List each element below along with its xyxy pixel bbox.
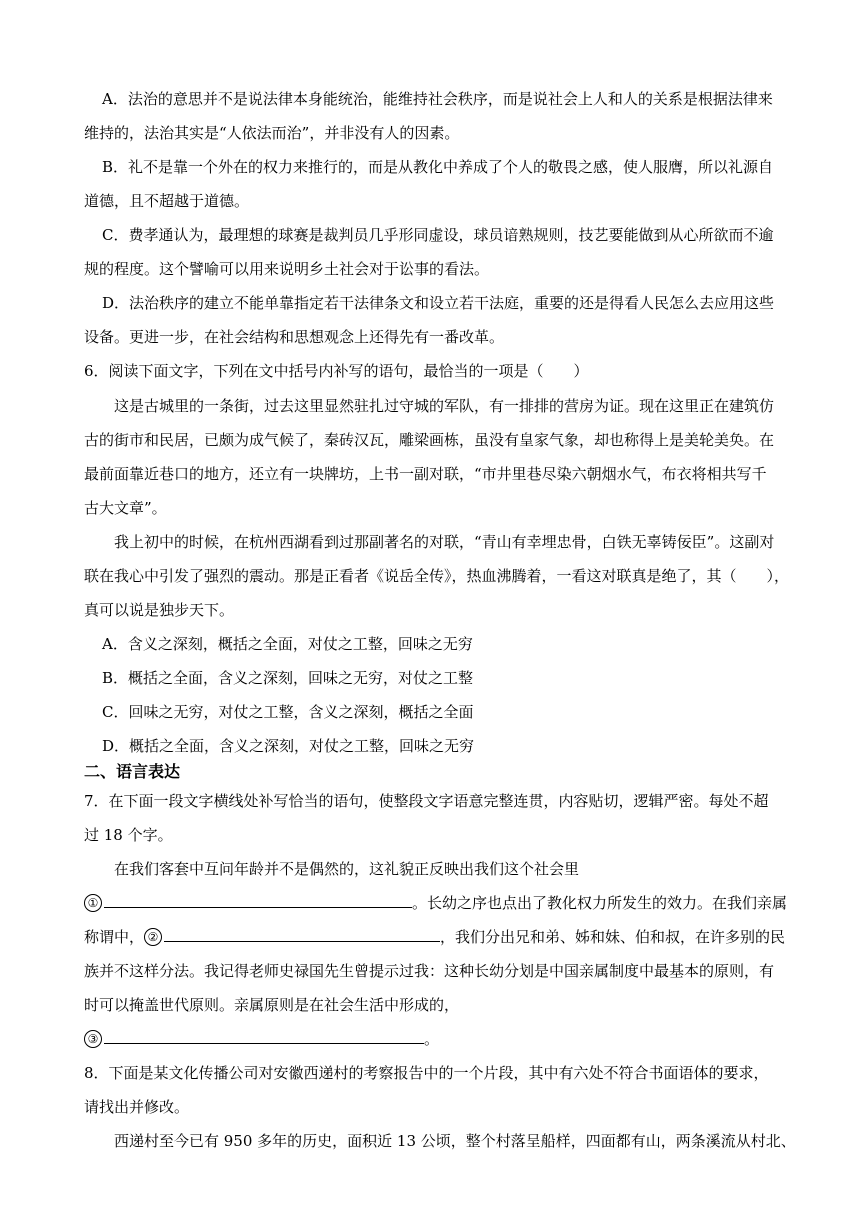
q6-option-b: B．概括之全面，含义之深刻，回味之无穷，对仗之工整	[102, 669, 474, 687]
q7-stem-line2: 过 18 个字。	[84, 826, 173, 844]
blank-number-3: ③	[84, 1030, 102, 1048]
q5-option-c-line2: 规的程度。这个譬喻可以用来说明乡土社会对于讼事的看法。	[84, 260, 490, 278]
q7-paragraph-line5: 时可以掩盖世代原则。亲属原则是在社会生活中形成的，	[84, 996, 460, 1014]
q7-after-blank-1: 。长幼之序也点出了教化权力所发生的效力。在我们亲属	[412, 894, 788, 912]
q5-option-d-line2: 设备。更进一步，在社会结构和思想观念上还得先有一番改革。	[84, 328, 505, 346]
blank-number-1: ①	[84, 894, 102, 912]
q8-passage-line1: 西递村至今已有 950 多年的历史，面积近 13 公顷，整个村落呈船样，四面都有山，两条溪流从村北、	[114, 1132, 796, 1150]
q7-after-blank-2: ，我们分出兄和弟、姊和妹、伯和叔，在许多别的民	[440, 928, 786, 946]
q6-option-a: A．含义之深刻，概括之全面，对仗之工整，回味之无穷	[102, 635, 473, 653]
q5-option-d-line1: D．法治秩序的建立不能单靠指定若干法律条文和设立若干法庭，重要的还是得看人民怎么去应用这些	[102, 294, 775, 312]
q8-stem-line1: 8．下面是某文化传播公司对安徽西递村的考察报告中的一个片段，其中有六处不符合书面语体的要求，	[84, 1064, 769, 1082]
q7-paragraph-line2	[84, 886, 806, 920]
q6-option-d: D．概括之全面，含义之深刻，对仗之工整，回味之无穷	[102, 737, 475, 755]
q5-option-b-line2: 道德，且不超越于道德。	[84, 192, 250, 210]
q7-paragraph-line4: 族并不这样分法。我记得老师史禄国先生曾提示过我：这种长幼分划是中国亲属制度中最基本的原则，有	[84, 962, 775, 980]
q7-paragraph-line6	[84, 1022, 806, 1056]
q6-stem: 6．阅读下面文字，下列在文中括号内补写的语句，最恰当的一项是（ ）	[84, 362, 589, 380]
answer-blank-3[interactable]	[104, 1025, 424, 1044]
section-heading-language-expression: 二、语言表达	[84, 762, 181, 781]
q6-passage-p1-line2: 古的街市和民居，已颇为成气候了，秦砖汉瓦，雕梁画栋，虽没有皇家气象，却也称得上是美轮美奂。在	[84, 431, 775, 449]
q7-paragraph-line3	[84, 920, 806, 954]
q6-passage-p1-line1: 这是古城里的一条街，过去这里显然驻扎过守城的军队，有一排排的营房为证。现在这里正在建筑仿	[114, 397, 775, 415]
q6-passage-p2-line3: 真可以说是独步天下。	[84, 601, 235, 619]
q6-passage-p2-line2: 联在我心中引发了强烈的震动。那是正看者《说岳全传》，热血沸腾着，一看这对联真是绝了，其（ ），	[84, 567, 790, 585]
answer-blank-2[interactable]	[164, 923, 440, 942]
q6-passage-p1-line3: 最前面靠近巷口的地方，还立有一块牌坊，上书一副对联，“市井里巷尽染六朝烟水气，布衣将相共写千	[84, 465, 767, 483]
q5-option-b-line1: B．礼不是靠一个外在的权力来推行的，而是从教化中养成了个人的敬畏之感，使人服膺，所以礼源自	[102, 158, 774, 176]
q5-option-a-line2: 维持的，法治其实是“人依法而治”，并非没有人的因素。	[84, 124, 460, 142]
q8-stem-line2: 请找出并修改。	[84, 1098, 190, 1116]
answer-blank-1[interactable]	[104, 889, 412, 908]
q7-stem-line1: 7．在下面一段文字横线处补写恰当的语句，使整段文字语意完整连贯，内容贴切，逻辑严密。每处不超	[84, 792, 769, 810]
q6-passage-p2-line1: 我上初中的时候，在杭州西湖看到过那副著名的对联，“青山有幸埋忠骨，白铁无辜铸佞臣”。这副对	[114, 533, 775, 551]
q7-after-blank-3: 。	[424, 1030, 440, 1048]
q6-option-c: C．回味之无穷，对仗之工整，含义之深刻，概括之全面	[102, 703, 474, 721]
q5-option-a-line1: A．法治的意思并不是说法律本身能统治，能维持社会秩序，而是说社会上人和人的关系是根据法律来	[102, 90, 773, 108]
q7-before-blank-2: 称谓中，	[84, 928, 145, 946]
blank-number-2: ②	[144, 928, 162, 946]
q6-passage-p1-line4: 古大文章”。	[84, 499, 167, 517]
q5-option-c-line1: C．费孝通认为，最理想的球赛是裁判员几乎形同虚设，球员谙熟规则，技艺要能做到从心所欲而不逾	[102, 226, 774, 244]
q7-paragraph-line1: 在我们客套中互问年龄并不是偶然的，这礼貌正反映出我们这个社会里	[114, 860, 580, 878]
